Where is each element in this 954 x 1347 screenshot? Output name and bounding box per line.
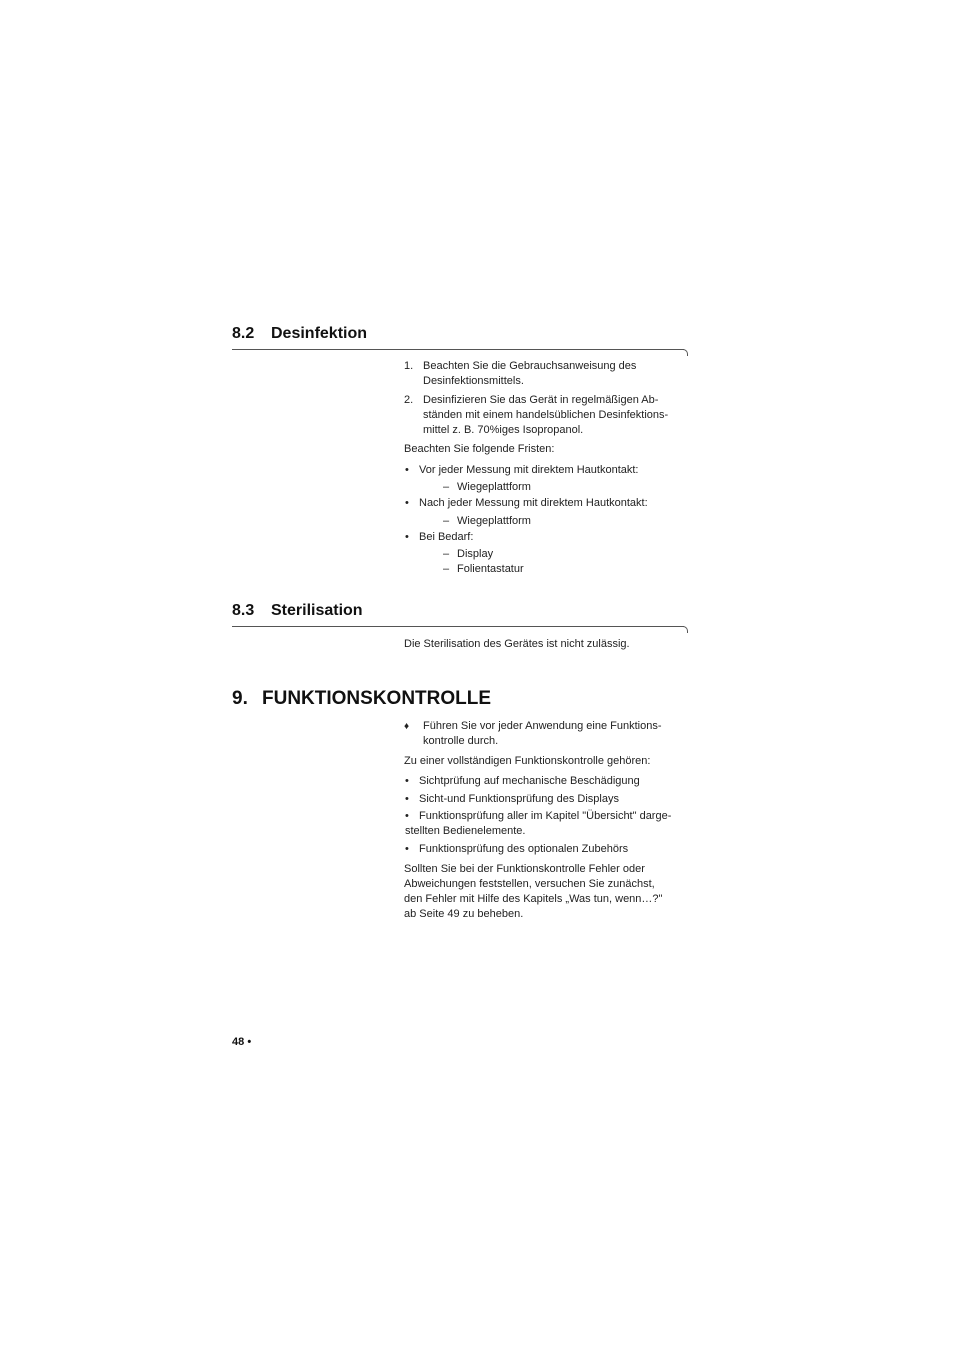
instruction-line: Führen Sie vor jeder Anwendung eine Funktions- (423, 720, 662, 732)
bullet-icon: • (405, 793, 409, 805)
step-line: Beachten Sie die Gebrauchsanweisung des (423, 360, 637, 372)
paragraph: Die Sterilisation des Gerätes ist nicht zulässig. (404, 638, 630, 650)
dash-icon: – (443, 548, 450, 560)
bullet-icon: • (405, 810, 409, 822)
divider-hook (682, 349, 688, 356)
bullet-item: Bei Bedarf: (419, 531, 474, 543)
paragraph: Zu einer vollständigen Funktionskontrolle gehören: (404, 755, 651, 767)
instruction-line: kontrolle durch. (423, 735, 499, 747)
divider-hook (682, 626, 688, 633)
section-title: Sterilisation (271, 602, 363, 619)
chapter-9-heading (232, 687, 491, 711)
step-line: Desinfizieren Sie das Gerät in regelmäßigen Ab- (423, 394, 659, 406)
paragraph-line: den Fehler mit Hilfe des Kapitels „Was tun, wenn…?" (404, 893, 663, 905)
bullet-item: Vor jeder Messung mit direktem Hautkontakt: (419, 464, 639, 476)
bullet-item: Sichtprüfung auf mechanische Beschädigung (419, 775, 640, 787)
section-divider (232, 626, 684, 627)
dash-icon: – (443, 481, 450, 493)
bullet-icon: • (405, 497, 409, 509)
diamond-icon: ♦ (404, 721, 410, 732)
dash-icon: – (443, 515, 450, 527)
section-divider (232, 349, 684, 350)
section-8-3-heading (232, 601, 363, 621)
section-8-2-heading (232, 324, 367, 344)
step-line: ständen mit einem handelsüblichen Desinfektions- (423, 409, 669, 421)
bullet-item-continuation: stellten Bedienelemente. (405, 825, 526, 837)
page-number (232, 1035, 251, 1050)
bullet-icon: • (405, 775, 409, 787)
bullet-icon: • (405, 531, 409, 543)
bullet-icon: • (405, 464, 409, 476)
step-number: 1. (404, 360, 414, 372)
paragraph: Beachten Sie folgende Fristen: (404, 443, 555, 455)
page-number-value: 48 (232, 1036, 245, 1048)
bullet-item: Sicht-und Funktionsprüfung des Displays (419, 793, 619, 805)
paragraph-line: Sollten Sie bei der Funktionskontrolle Fehler oder (404, 863, 645, 875)
sub-item: Wiegeplattform (457, 481, 531, 493)
paragraph-line: Abweichungen feststellen, versuchen Sie zunächst, (404, 878, 655, 890)
chapter-title: FUNKTIONSKONTROLLE (262, 688, 492, 709)
bullet-item: Funktionsprüfung des optionalen Zubehörs (419, 843, 629, 855)
sub-item: Folientastatur (457, 563, 524, 575)
section-title: Desinfektion (271, 325, 368, 342)
section-number: 8.2 (232, 325, 255, 342)
sub-item: Display (457, 548, 494, 560)
bullet-icon: • (405, 843, 409, 855)
chapter-number: 9. (232, 688, 248, 709)
step-number: 2. (404, 394, 414, 406)
paragraph-line: ab Seite 49 zu beheben. (404, 908, 524, 920)
sub-item: Wiegeplattform (457, 515, 531, 527)
dash-icon: – (443, 563, 450, 575)
section-number: 8.3 (232, 602, 255, 619)
step-line: mittel z. B. 70%iges Isopropanol. (423, 424, 584, 436)
step-line: Desinfektionsmittels. (423, 375, 524, 387)
bullet-item: Funktionsprüfung aller im Kapitel "Übersicht" darge- (419, 810, 672, 822)
page-number-bullet: • (247, 1036, 252, 1048)
bullet-item: Nach jeder Messung mit direktem Hautkontakt: (419, 497, 648, 509)
